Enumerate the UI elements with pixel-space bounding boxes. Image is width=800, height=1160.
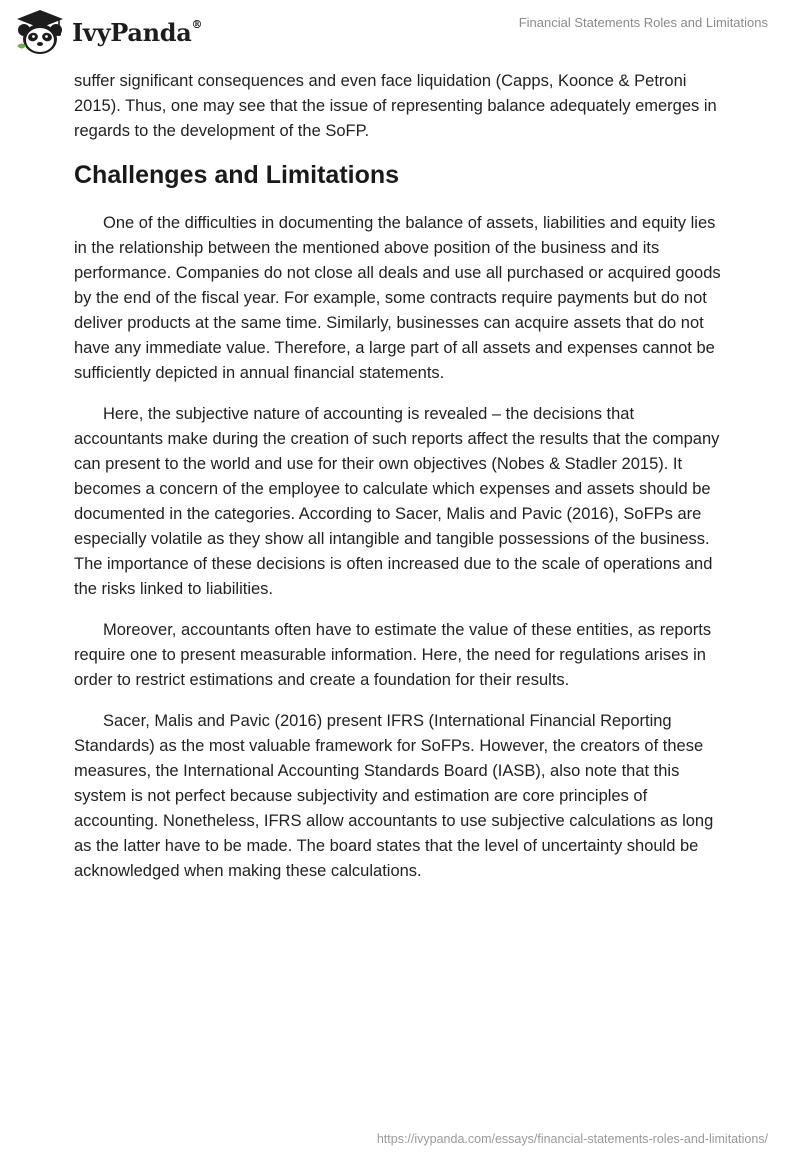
- essay-content: [74, 69, 726, 900]
- intro-paragraph: suffer significant consequences and even face liquidation (Capps, Koonce & Petroni 2015). Thus, one may see that the issue of representing balance adequately emerges in regards to the development of the SoFP.: [74, 72, 717, 140]
- panda-graduate-icon: [14, 8, 66, 56]
- body-paragraph: Moreover, accountants often have to estimate the value of these entities, as reports require one to present measurable information. Here, the need for regulations arises in order to restrict estimations and create a foundation for their results.: [74, 621, 712, 689]
- body-paragraph: Here, the subjective nature of accounting is revealed – the decisions that accountants make during the creation of such reports affect the results that the company can present to the world and use for their own objectives (Nobes & Stadler 2015). It becomes a concern of the employee to calculate which expenses and assets should be documented in the categories. According to Sacer, Malis and Pavic (2016), SoFPs are especially volatile as they show all intangible and tangible possessions of the business. The importance of these decisions is often increased due to the scale of operations and the risks linked to liabilities.: [74, 405, 720, 598]
- body-paragraph: One of the difficulties in documenting the balance of assets, liabilities and equity lies in the relationship between the mentioned above position of the business and its performance. Companies do not close all deals and use all purchased or acquired goods by the end of the fiscal year. For example, some contracts require payments but do not deliver products at the same time. Similarly, businesses can acquire assets that do not have any immediate value. Therefore, a large part of all assets and expenses cannot be sufficiently depicted in annual financial statements.: [74, 214, 721, 382]
- section-heading: Challenges and Limitations: [74, 161, 400, 189]
- source-url-link[interactable]: https://ivypanda.com/essays/financial-statements-roles-and-limitations/: [376, 1132, 768, 1146]
- ivypanda-logo[interactable]: [14, 8, 202, 56]
- registered-mark: ®: [191, 17, 203, 31]
- body-paragraph: Sacer, Malis and Pavic (2016) present IFRS (International Financial Reporting Standards) as the most valuable framework for SoFPs. However, the creators of these measures, the International Accounting Standards Board (IASB), also note that this system is not perfect because subjectivity and estimation are core principles of accounting. Nonetheless, IFRS allow accountants to use subjective calculations as long as the latter have to be made. The board states that the level of uncertainty should be acknowledged when making these calculations.: [74, 712, 714, 880]
- document-title: Financial Statements Roles and Limitations: [518, 15, 768, 30]
- page-header: [0, 0, 800, 68]
- brand-name: IvyPanda: [72, 17, 192, 47]
